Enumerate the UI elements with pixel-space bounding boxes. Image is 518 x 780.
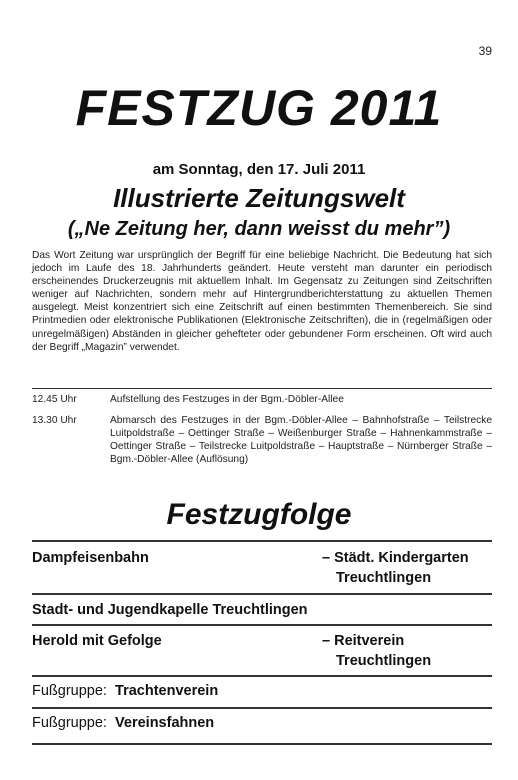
- intro-paragraph: Das Wort Zeitung war ursprünglich der Begriff für eine beliebige Nachricht. Die Bedeutung hat sich jedoch im Laufe des 18. Jahrhunderts geändert. Heute versteht man darunter ein periodisch erscheinendes Druckerzeugnis mit aktuellem Inhalt. Im Gegensatz zu Zeitungen sind Zeitschriften weniger auf Nachrichten, sondern mehr auf Hintergrundberichterstattung zu aktuellen Themen ausgelegt. Meist konzentriert sich eine Zeitschrift auf einen bestimmten Themenbereich. Sie sind Printmedien oder elektronische Publikationen (Elektronische Zeitschriften), die in (regelmäßigen oder unregelmäßigen) Abständen in gleicher gehefteter oder gebundener Form erscheinen. Oft wird auch der Begriff „Magazin” verwendet.: [32, 250, 492, 353]
- divider: [32, 540, 492, 542]
- procession-entry: [32, 631, 492, 669]
- theme-slogan: („Ne Zeitung her, dann weisst du mehr”): [67, 218, 451, 240]
- entry-sponsor: [322, 631, 497, 671]
- entry-sponsor-line: Treuchtlingen: [336, 653, 432, 669]
- divider: [32, 593, 492, 595]
- entry-name: Dampfeisenbahn: [32, 550, 149, 566]
- schedule-time: 12.45 Uhr: [32, 394, 77, 405]
- entry-group-type: Fußgruppe:: [32, 715, 107, 731]
- theme-title: Illustrierte Zeitungswelt: [113, 183, 405, 213]
- schedule-row: [32, 414, 492, 466]
- entry-sponsor-line: – Städt. Kindergarten: [322, 550, 469, 566]
- entry-sponsor-line: Treuchtlingen: [336, 570, 432, 586]
- divider: [32, 707, 492, 709]
- schedule-row: [32, 393, 492, 406]
- entry-sponsor: [322, 548, 497, 588]
- event-date: am Sonntag, den 17. Juli 2011: [152, 161, 366, 178]
- procession-entry: [32, 681, 492, 701]
- divider: [32, 675, 492, 677]
- divider: [32, 624, 492, 626]
- entry-name: Stadt- und Jugendkapelle Treuchtlingen: [32, 602, 308, 618]
- divider: [32, 743, 492, 745]
- procession-entry: [32, 600, 492, 620]
- section-title: Festzugfolge: [166, 498, 352, 531]
- page-title: FESTZUG 2011: [75, 80, 443, 136]
- entry-name: Trachtenverein: [115, 683, 219, 699]
- procession-entry: [32, 713, 492, 733]
- entry-sponsor-line: – Reitverein: [322, 633, 405, 649]
- entry-group-type: Fußgruppe:: [32, 683, 107, 699]
- schedule-text: Abmarsch des Festzuges in der Bgm.-Döbler-Allee – Bahnhofstraße – Teilstrecke Luitpoldstraße – Oettinger Straße – Weißenburger Straße – Hahnenkammstraße – Oettinger Straße – Teilstrecke Luitpoldstraße – Hauptstraße – Nürnberger Straße – Bgm.-Döbler-Allee (Auflösung): [110, 415, 492, 466]
- divider: [32, 388, 492, 389]
- schedule-text: Aufstellung des Festzuges in der Bgm.-Döbler-Allee: [110, 394, 344, 405]
- entry-name: Vereinsfahnen: [115, 715, 215, 731]
- page-number: 39: [478, 44, 492, 58]
- entry-name: Herold mit Gefolge: [32, 633, 162, 649]
- schedule-time: 13.30 Uhr: [32, 415, 77, 426]
- procession-entry: [32, 548, 492, 586]
